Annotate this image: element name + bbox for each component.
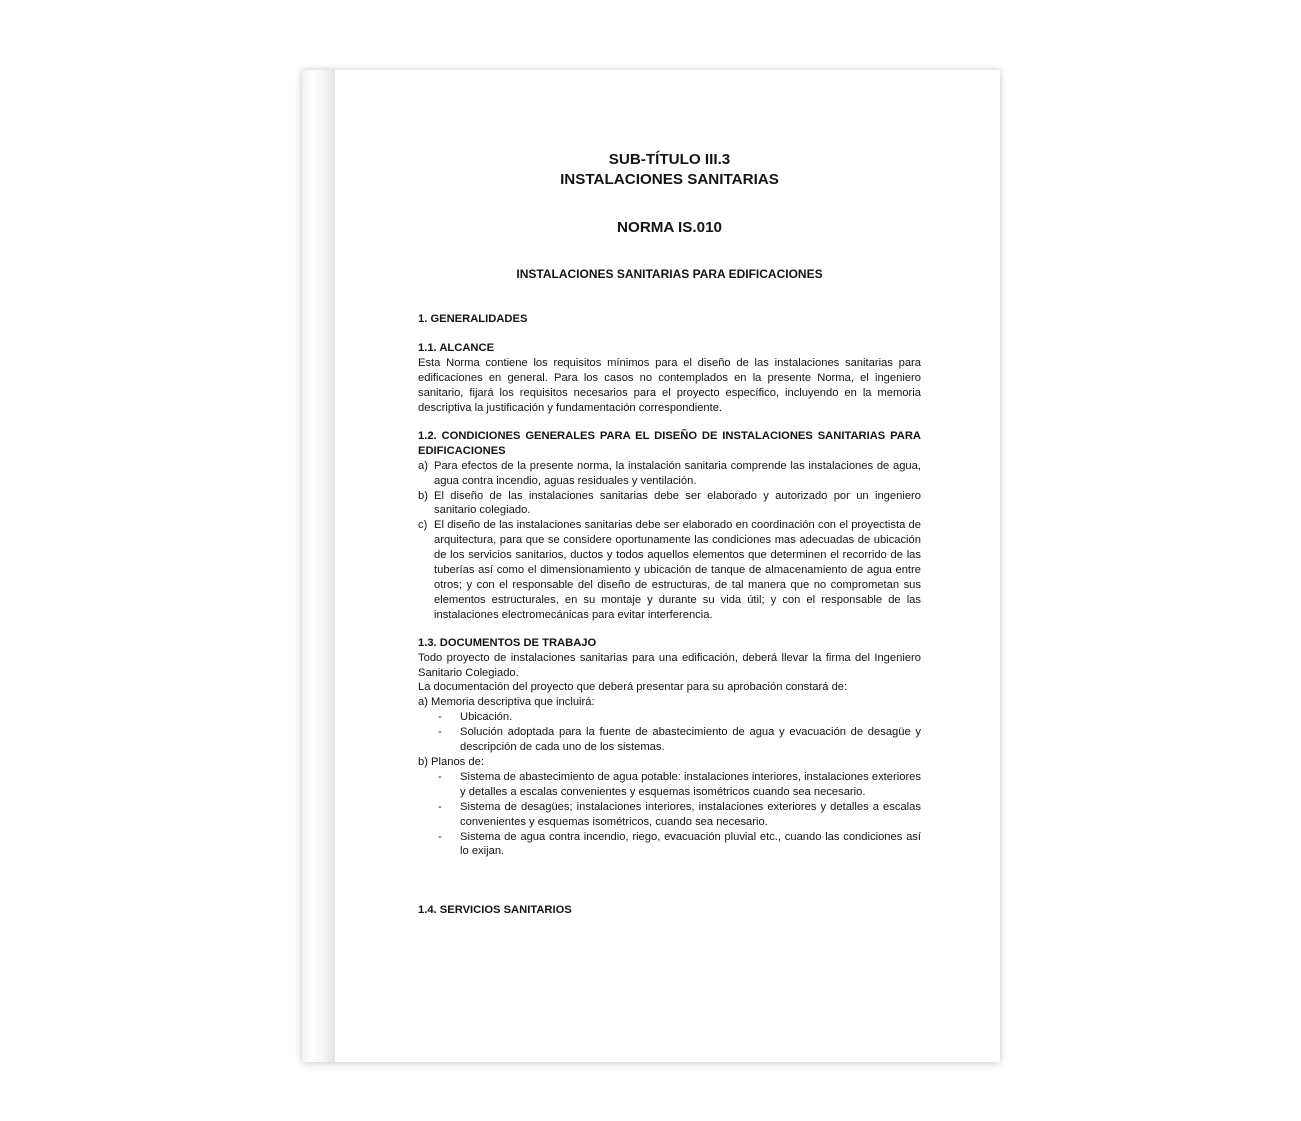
alcance-paragraph: Esta Norma contiene los requisitos mínimos para el diseño de las instalaciones sanitarias para edificaciones en general. Para los casos no contemplados en la presente Norma, el ingeniero sanitario, fijará los requisitos necesarios para el proyecto específico, incluyendo en la memoria descriptiva la justificación y fundamentación correspondiente. — [418, 357, 921, 415]
heading-alcance: 1.1. ALCANCE — [418, 342, 495, 355]
list-marker: - — [438, 711, 442, 724]
list-item-text: Sistema de agua contra incendio, riego, evacuación pluvial etc., cuando las condiciones así lo exijan. — [460, 830, 921, 858]
list-marker: a) — [418, 459, 428, 472]
list-marker: - — [438, 726, 442, 739]
heading-condiciones: 1.2. CONDICIONES GENERALES PARA EL DISEÑO DE INSTALACIONES SANITARIAS PARA EDIFICACIONES — [418, 429, 921, 457]
list-item-text: Ubicación. — [460, 711, 513, 724]
list-item-text: El diseño de las instalaciones sanitarias debe ser elaborado y autorizado por un ingeniero sanitario colegiado. — [434, 489, 921, 517]
list-marker: c) — [418, 519, 428, 532]
list-item — [418, 489, 921, 519]
heading-documentos: 1.3. DOCUMENTOS DE TRABAJO — [418, 636, 597, 649]
list-item — [438, 800, 921, 830]
page-content — [418, 150, 921, 918]
memoria-label: a) Memoria descriptiva que incluirá: — [418, 696, 595, 709]
document-page-mockup — [302, 70, 1000, 1062]
list-marker: - — [438, 830, 442, 843]
documentos-paragraph-1: Todo proyecto de instalaciones sanitarias para una edificación, deberá llevar la firma del Ingeniero Sanitario Colegiado. — [418, 651, 921, 679]
title-subtitle-name: INSTALACIONES SANITARIAS — [560, 170, 779, 188]
list-marker: - — [438, 770, 442, 783]
list-item-text: El diseño de las instalaciones sanitarias debe ser elaborado en coordinación con el proyectista de arquitectura, para que se considere oportunamente las condiciones mas adecuadas de ubicación de los servicios sanitarios, ductos y todos aquellos elementos que determinen el recorrido de las tuberías así como el dimensionamiento y ubicación de tanque de almacenamiento de agua entre otros; y con el responsable del diseño de estructuras, de tal manera que no comprometan sus elementos estructurales, en su montaje y durante su vida útil; y con el responsable de las instalaciones electromecánicas para evitar interferencia. — [434, 519, 921, 621]
list-item — [438, 770, 921, 800]
list-item-text: Sistema de abastecimiento de agua potable: instalaciones interiores, instalaciones exteriores y detalles a escalas convenientes y esquemas isométricos cuando sea necesario. — [460, 770, 921, 798]
list-item-text: Para efectos de la presente norma, la instalación sanitaria comprende las instalaciones de agua, agua contra incendio, aguas residuales y ventilación. — [434, 459, 921, 487]
heading-generalidades: 1. GENERALIDADES — [418, 312, 528, 325]
list-item — [438, 830, 921, 860]
list-item — [418, 518, 921, 622]
list-item — [438, 725, 921, 755]
list-marker: - — [438, 800, 442, 813]
list-item-text: Solución adoptada para la fuente de abastecimiento de agua y evacuación de desagüe y descripción de cada uno de los sistemas. — [460, 726, 921, 754]
documentos-paragraph-2: La documentación del proyecto que deberá presentar para su aprobación constará de: — [418, 681, 848, 694]
list-item — [438, 710, 921, 725]
title-subtitle: SUB-TÍTULO III.3 — [608, 151, 731, 168]
planos-label: b) Planos de: — [418, 755, 484, 768]
list-marker: b) — [418, 489, 428, 502]
binding-spine — [302, 70, 335, 1062]
heading-servicios: 1.4. SERVICIOS SANITARIOS — [418, 904, 572, 917]
document-name: INSTALACIONES SANITARIAS PARA EDIFICACIONES — [516, 266, 823, 281]
norma-title: NORMA IS.010 — [617, 219, 722, 236]
list-item — [418, 459, 921, 489]
list-item-text: Sistema de desagües; instalaciones interiores, instalaciones exteriores y detalles a escalas convenientes y esquemas isométricos, cuando sea necesario. — [460, 800, 921, 828]
